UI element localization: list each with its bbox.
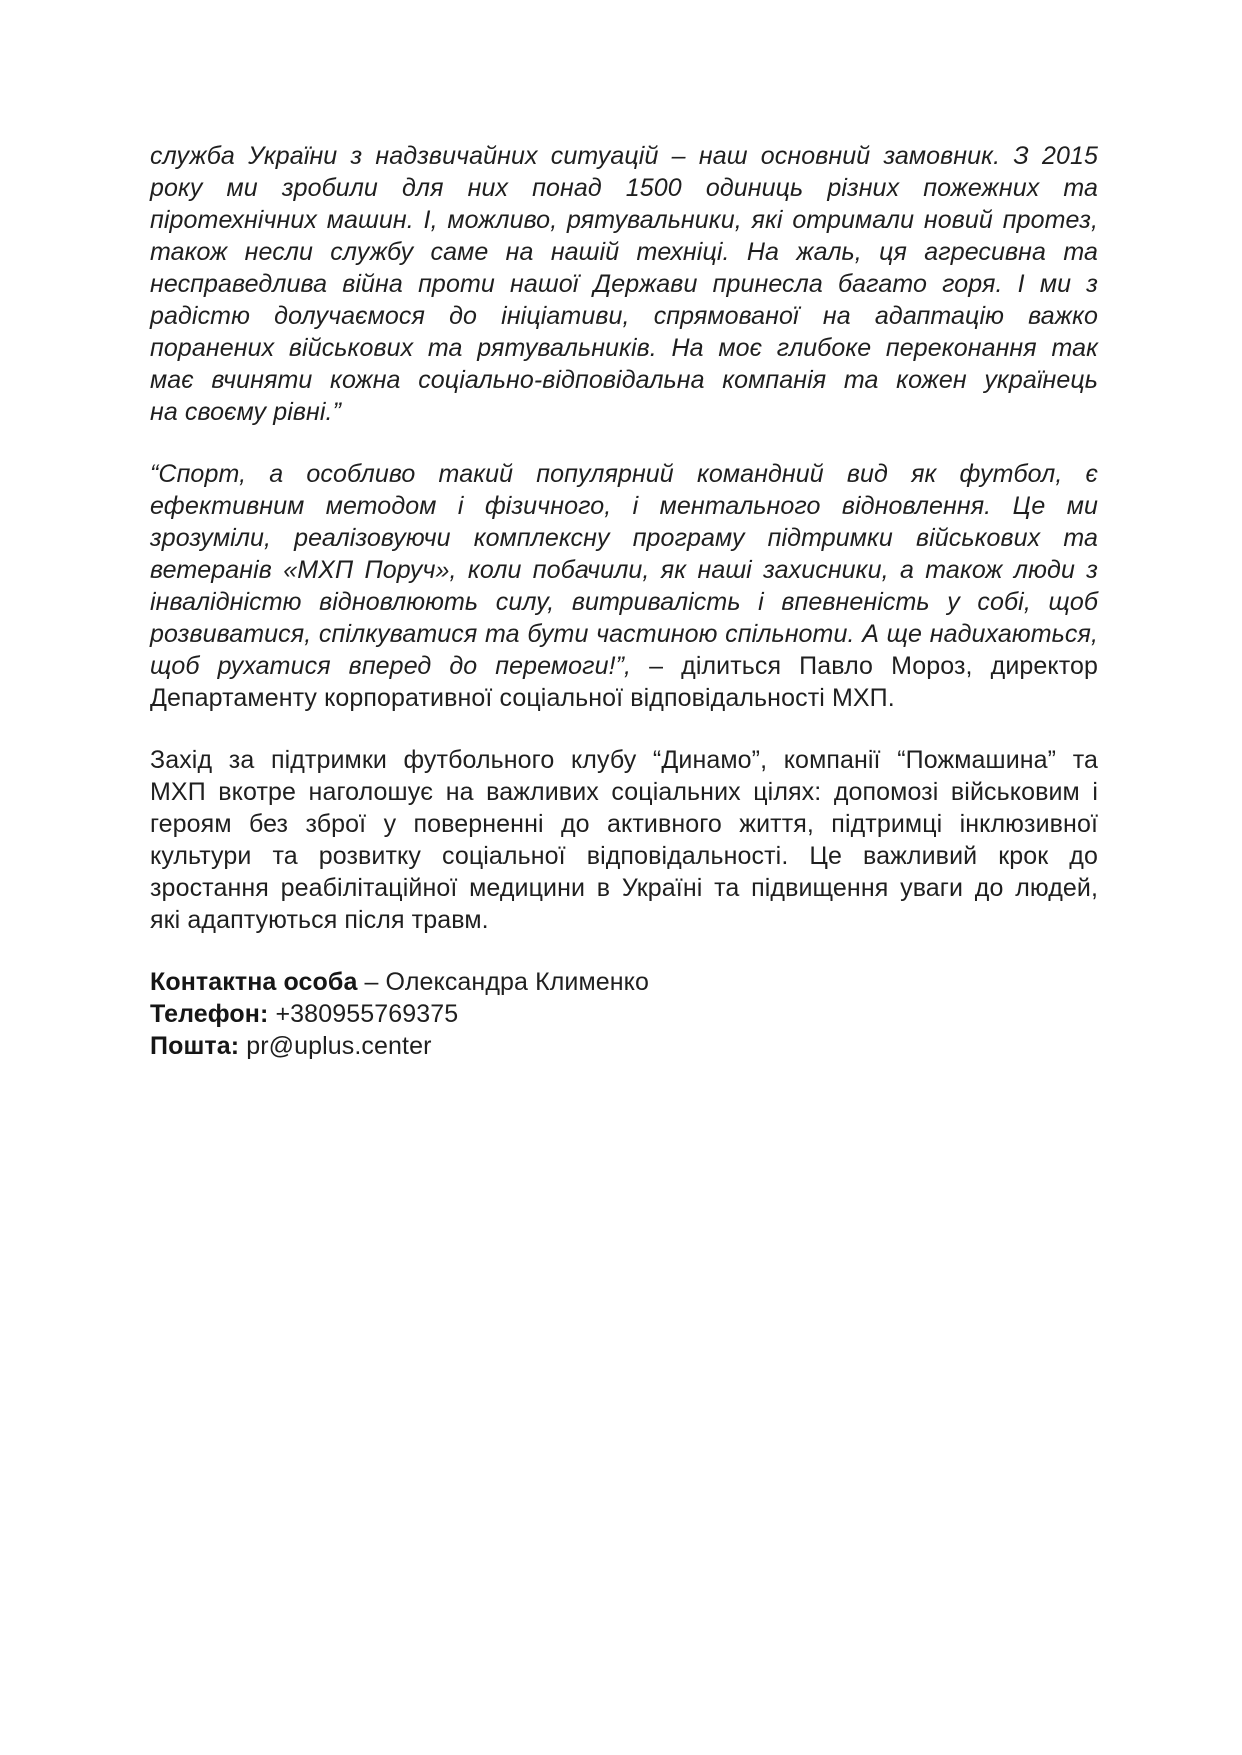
- moroz-quote-paragraph: [150, 458, 1098, 714]
- quote-continuation-paragraph: [150, 140, 1098, 428]
- text-segment: ефективним методом і фізичного, і ментального відновлення. Це ми: [150, 492, 1098, 520]
- text-line: [150, 808, 1098, 840]
- text-segment: року ми зробили для них понад 1500 одиниць різних пожежних та: [150, 174, 1098, 202]
- text-segment: піротехнічних машин. І, можливо, рятувальники, які отримали новий протез,: [150, 206, 1098, 234]
- text-line: [150, 650, 1098, 682]
- text-line: [150, 618, 1098, 650]
- text-line: [150, 998, 1098, 1030]
- text-line: [150, 236, 1098, 268]
- text-line: [150, 1030, 1098, 1062]
- text-line: [150, 840, 1098, 872]
- text-line: [150, 458, 1098, 490]
- text-segment: героям без зброї у поверненні до активного життя, підтримці інклюзивної: [150, 810, 1098, 838]
- text-segment: МХП вкотре наголошує на важливих соціальних цілях: допомозі військовим і: [150, 778, 1098, 806]
- event-summary-paragraph: [150, 744, 1098, 936]
- text-line: [150, 490, 1098, 522]
- text-segment: Захід за підтримки футбольного клубу “Динамо”, компанії “Пожмашина” та: [150, 746, 1098, 774]
- text-segment: ветеранів «МХП Поруч», коли побачили, як наші захисники, а також люди з: [150, 556, 1098, 584]
- text-segment: – ділиться Павло Мороз, директор: [631, 652, 1098, 680]
- text-segment: pr@uplus.center: [239, 1032, 432, 1060]
- text-line: [150, 300, 1098, 332]
- text-segment: несправедлива війна проти нашої Держави принесла багато горя. І ми з: [150, 270, 1098, 298]
- contact-label: Телефон:: [150, 1000, 269, 1028]
- text-segment: щоб рухатися вперед до перемоги!”,: [150, 652, 632, 680]
- text-segment: зростання реабілітаційної медицини в Україні та підвищення уваги до людей,: [150, 874, 1098, 902]
- text-segment: розвиватися, спілкуватися та бути частиною спільноти. А ще надихаються,: [150, 620, 1098, 648]
- text-line: [150, 364, 1098, 396]
- text-segment: має вчиняти кожна соціально-відповідальна компанія та кожен українець: [150, 366, 1098, 394]
- text-segment: культури та розвитку соціальної відповідальності. Це важливий крок до: [150, 842, 1098, 870]
- text-segment: “Спорт, а особливо такий популярний командний вид як футбол, є: [150, 460, 1098, 488]
- text-line: [150, 522, 1098, 554]
- text-segment: інвалідністю відновлюють силу, витривалість і впевненість у собі, щоб: [150, 588, 1098, 616]
- press-release-body: [150, 140, 1098, 1092]
- text-line: [150, 396, 1098, 428]
- text-segment: які адаптуються після травм.: [150, 906, 489, 934]
- text-segment: зрозуміли, реалізовуючи комплексну програму підтримки військових та: [150, 524, 1098, 552]
- text-segment: радістю долучаємося до ініціативи, спрямованої на адаптацію важко: [150, 302, 1098, 330]
- text-segment: також несли службу саме на нашій техніці. На жаль, ця агресивна та: [150, 238, 1098, 266]
- contact-label: Контактна особа: [150, 968, 358, 996]
- text-segment: Департаменту корпоративної соціальної відповідальності МХП.: [150, 684, 895, 712]
- text-line: [150, 682, 1098, 714]
- text-segment: служба України з надзвичайних ситуацій – наш основний замовник. З 2015: [150, 142, 1098, 170]
- text-segment: – Олександра Клименко: [357, 968, 650, 996]
- text-line: [150, 204, 1098, 236]
- text-line: [150, 554, 1098, 586]
- text-line: [150, 268, 1098, 300]
- contact-label: Пошта:: [150, 1032, 240, 1060]
- text-line: [150, 776, 1098, 808]
- text-segment: +380955769375: [268, 1000, 459, 1028]
- text-line: [150, 904, 1098, 936]
- contact-block: [150, 966, 1098, 1062]
- text-line: [150, 332, 1098, 364]
- text-segment: на своєму рівні.”: [150, 398, 341, 426]
- text-segment: поранених військових та рятувальників. На моє глибоке переконання так: [150, 334, 1098, 362]
- text-line: [150, 586, 1098, 618]
- text-line: [150, 966, 1098, 998]
- text-line: [150, 172, 1098, 204]
- text-line: [150, 744, 1098, 776]
- text-line: [150, 140, 1098, 172]
- text-line: [150, 872, 1098, 904]
